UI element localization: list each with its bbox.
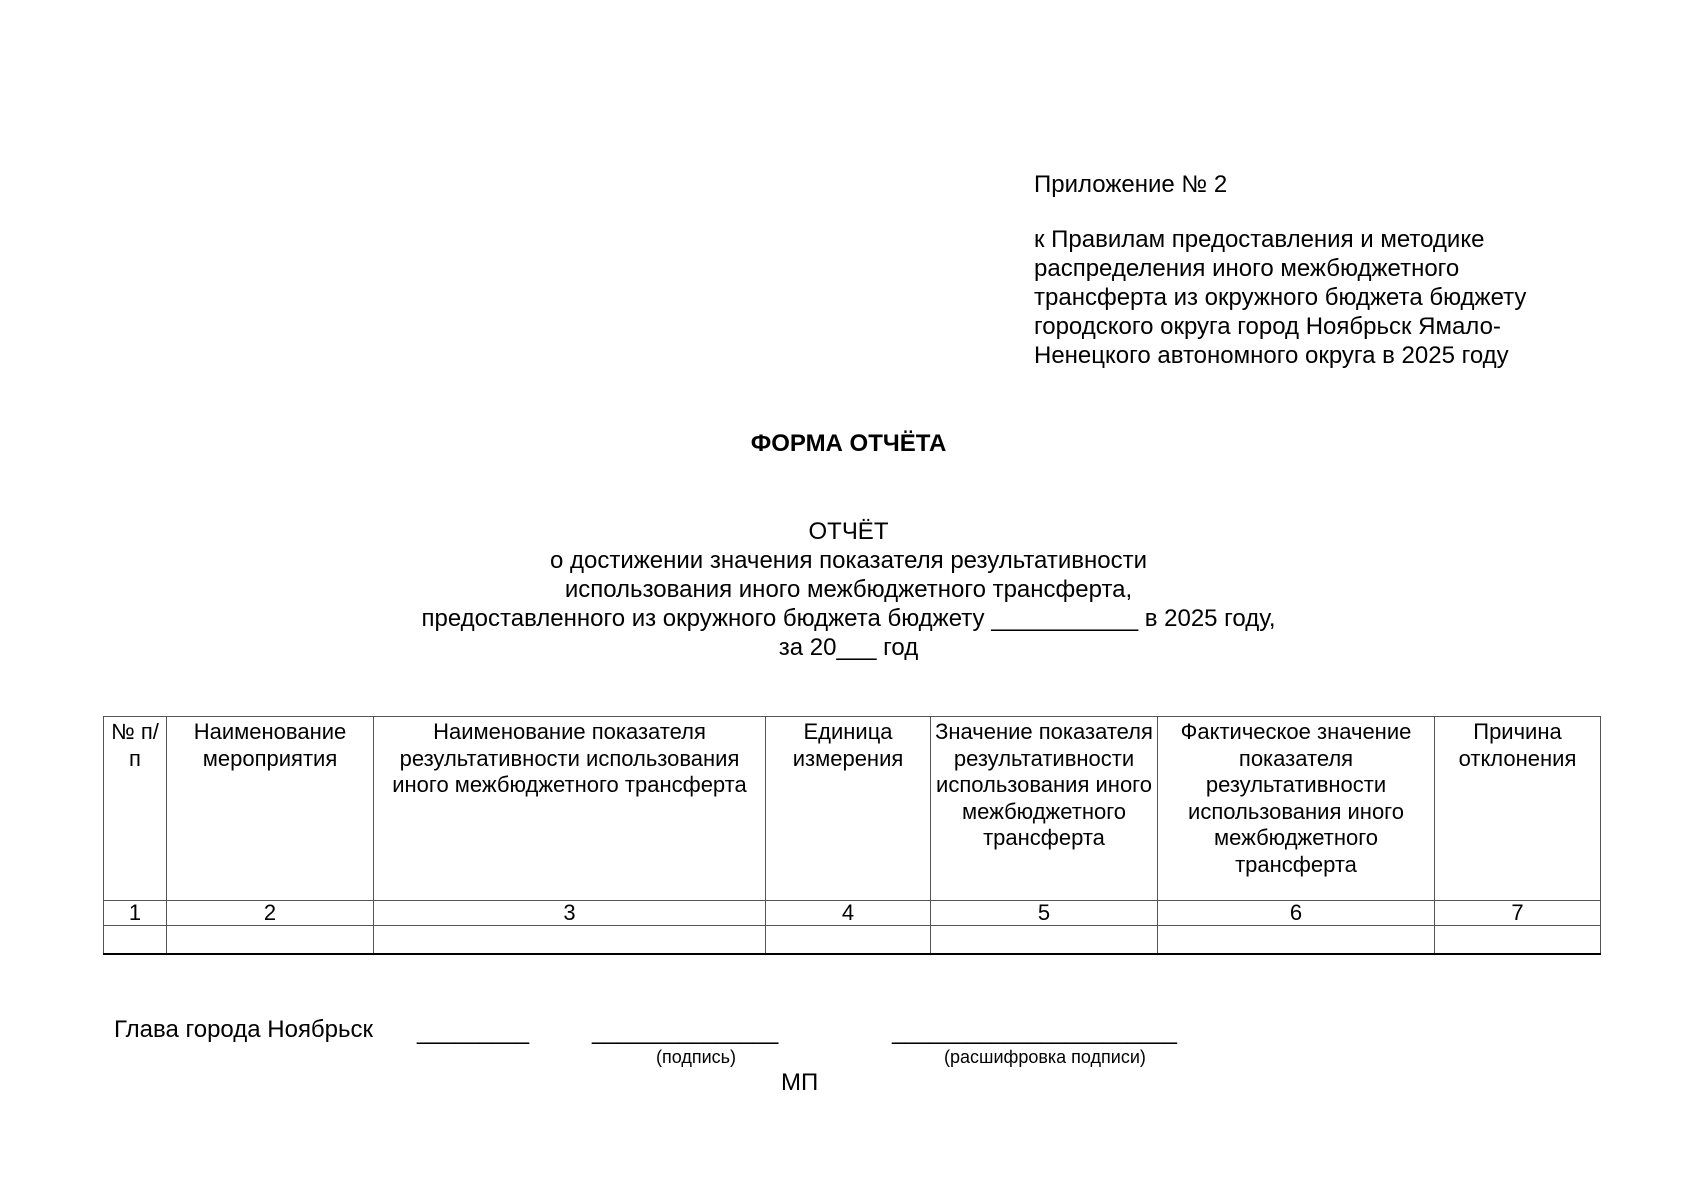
table-cell — [167, 926, 374, 955]
signature-decoding-caption: (расшифровка подписи) — [944, 1047, 1146, 1067]
header-cell: № п/п — [104, 717, 167, 901]
signature-blank: _______________ — [592, 1018, 778, 1045]
table-row — [104, 901, 1601, 926]
report-line: за 20___ год — [778, 634, 919, 661]
appendix-line: к Правилам предоставления и методике — [1034, 226, 1485, 253]
header-cell: Причина отклонения — [1435, 717, 1601, 901]
column-number: 6 — [1158, 901, 1435, 926]
signature-blank: _________ — [417, 1018, 529, 1045]
column-number: 2 — [167, 901, 374, 926]
report-line: использования иного межбюджетного трансферта, — [564, 576, 1133, 603]
table-cell — [374, 926, 766, 955]
column-number: 5 — [931, 901, 1158, 926]
report-line: предоставленного из окружного бюджета бюджету ___________ в 2025 году, — [421, 605, 1276, 632]
table-header-row — [104, 717, 1601, 901]
signature-blank: _______________________ — [892, 1018, 1176, 1045]
report-line: о достижении значения показателя результативности — [549, 547, 1148, 574]
report-title: ОТЧЁТ — [808, 518, 889, 545]
appendix-line: Ненецкого автономного округа в 2025 году — [1034, 342, 1509, 369]
table-cell — [1435, 926, 1601, 955]
table-row — [104, 926, 1601, 955]
table-cell — [1158, 926, 1435, 955]
column-number: 7 — [1435, 901, 1601, 926]
appendix-block — [1034, 170, 1634, 370]
appendix-line: трансферта из окружного бюджета бюджету — [1034, 284, 1527, 311]
header-cell: Наименование мероприятия — [167, 717, 374, 901]
header-cell: Наименование показателя результативности использования иного межбюджетного трансферта — [374, 717, 766, 901]
form-title: ФОРМА ОТЧЁТА — [750, 430, 947, 457]
table-cell — [931, 926, 1158, 955]
column-number: 3 — [374, 901, 766, 926]
table-cell — [766, 926, 931, 955]
table-cell — [104, 926, 167, 955]
appendix-line: распределения иного межбюджетного — [1034, 255, 1460, 282]
header-cell: Значение показателя результативности использования иного межбюджетного трансферта — [931, 717, 1158, 901]
column-number: 1 — [104, 901, 167, 926]
column-number: 4 — [766, 901, 931, 926]
appendix-line: городского округа город Ноябрьск Ямало- — [1034, 313, 1501, 340]
appendix-number: Приложение № 2 — [1034, 171, 1228, 198]
signatory-label: Глава города Ноябрьск — [114, 1016, 374, 1043]
signature-caption: (подпись) — [656, 1047, 737, 1067]
stamp-label: МП — [781, 1069, 819, 1096]
report-table — [103, 716, 1601, 955]
header-cell: Единица измерения — [766, 717, 931, 901]
report-heading — [0, 517, 1697, 662]
header-cell: Фактическое значение показателя результативности использования иного межбюджетного трансферта — [1158, 717, 1435, 901]
